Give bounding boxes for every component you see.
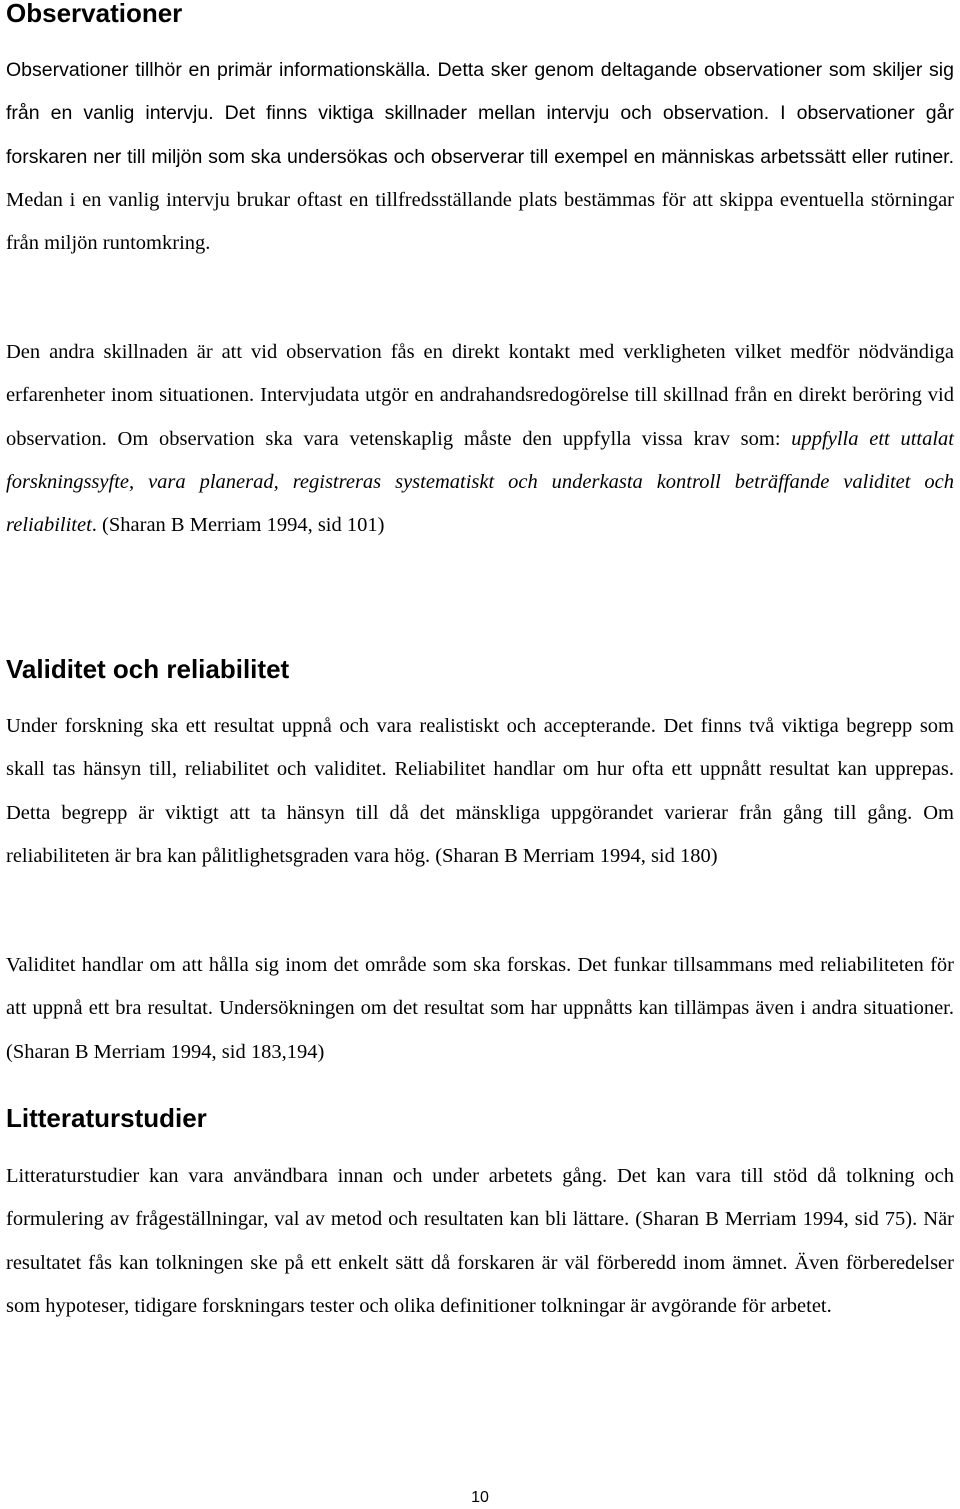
section-heading-validitet: Validitet och reliabilitet: [6, 654, 290, 684]
paragraph-validitet-1: Under forskning ska ett resultat uppnå och vara realistiskt och accepterande. Det finns två viktiga begrepp som skall tas hänsyn till, reliabilitet och validitet. Reliabilitet handlar om hur ofta ett uppnått resultat kan upprepas. Detta begrepp är viktigt att ta hänsyn till då det mänskliga uppgörandet varierar från gång till gång. Om reliabiliteten är bra kan pålitlighetsgraden vara hög. (Sharan B Merriam 1994, sid 180): [6, 715, 954, 867]
paragraph-text-after: . (Sharan B Merriam 1994, sid 101): [91, 514, 385, 537]
paragraph-observationer-1: [6, 49, 954, 265]
paragraph-observationer-2: [6, 331, 954, 547]
paragraph-litteraturstudier-1: Litteraturstudier kan vara användbara innan och under arbetets gång. Det kan vara till stöd då tolkning och formulering av frågeställningar, val av metod och resultaten kan bli lättare. (Sharan B Merriam 1994, sid 75). När resultatet fås kan tolkningen ske på ett enkelt sätt då forskaren är väl förberedd inom ämnet. Även förberedelser som hypoteser, tidigare forskningars tester och olika definitioner tolkningar är avgörande för arbetet.: [6, 1165, 954, 1317]
paragraph-text-before: Den andra skillnaden är att vid observation fås en direkt kontakt med verkligheten vilket medför nödvändiga erfarenheter inom situationen. Intervjudata utgör en andrahandsredogörelse till skillnad från en direkt beröring vid observation. Om observation ska vara vetenskaplig måste den uppfylla vissa krav som:: [6, 341, 954, 450]
section-heading-observationer: Observationer: [6, 0, 183, 28]
paragraph-serif-part: Medan i en vanlig intervju brukar oftast en tillfredsställande plats bestämmas för att skippa eventuella störningar från miljön runtomkring.: [6, 188, 954, 255]
section-heading-litteraturstudier: Litteraturstudier: [6, 1103, 207, 1133]
page-number: 10: [471, 1489, 489, 1506]
paragraph-validitet-2: Validitet handlar om att hålla sig inom det område som ska forskas. Det funkar tillsammans med reliabiliteten för att uppnå ett bra resultat. Undersökningen om det resultat som har uppnåtts kan tillämpas även i andra situationer. (Sharan B Merriam 1994, sid 183,194): [6, 954, 954, 1063]
paragraph-italic-criteria: uppfylla ett uttalat forskningssyfte, vara planerad, registreras systematiskt och underkasta kontroll beträffande validitet och reliabilitet: [6, 427, 954, 537]
paragraph-sans-part: Observationer tillhör en primär informationskälla. Detta sker genom deltagande observationer som skiljer sig från en vanlig intervju. Det finns viktiga skillnader mellan intervju och observation. I observationer går forskaren ner till miljön som ska undersökas och observerar till exempel en människas arbetssätt eller rutiner.: [6, 59, 954, 168]
